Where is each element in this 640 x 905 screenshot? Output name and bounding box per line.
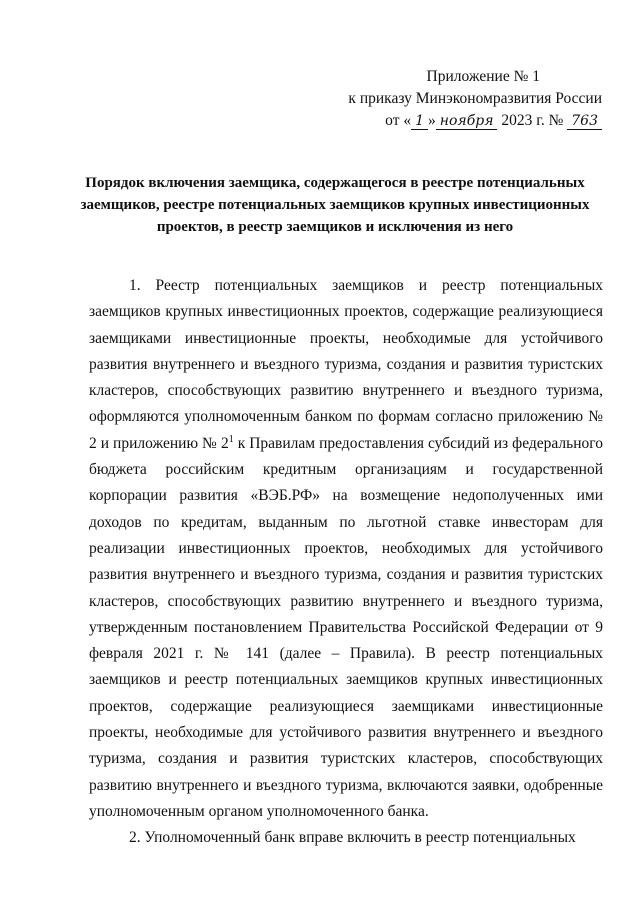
footnote-mark: 1: [228, 433, 234, 445]
handwritten-order-number: 763: [567, 113, 602, 130]
paragraph-1-text-b: к Правилам предоставления субсидий из федерального бюджета российским кредитным организациям и государственной корпорации развития «ВЭБ.РФ» на возмещение недополученных ими доходов по кредитам, выданным по льготной ставке инвесторам для реализации инвестиционных проектов, необходимых для устойчивого развития внутреннего и въездного туризма, создания и развития туристских кластеров, способствующих развитию внутреннего и въездного туризма, утвержденным постановлением Правительства Российской Федерации от 9 февраля 2021 г. № 141 (далее – Правила). В реестр потенциальных заемщиков и реестр потенциальных заемщиков крупных инвестиционных проектов, содержащие реализующиеся заемщиками инвестиционные проекты, необходимые для устойчивого развития внутреннего и въездного туризма, создания и развития туристских кластеров, способствующих развитию внутреннего и въездного туризма, включаются заявки, одобренные уполномоченным органом уполномоченного банка.: [89, 434, 603, 820]
date-quote: »: [428, 112, 436, 129]
date-prefix: от «: [385, 112, 412, 129]
order-date-line: [302, 110, 602, 132]
handwritten-day: 1: [411, 113, 428, 130]
paragraph-1-text-a: 1. Реестр потенциальных заемщиков и реестр потенциальных заемщиков крупных инвестиционных проектов, содержащие реализующиеся заемщиками инвестиционные проекты, необходимые для устойчивого развития внутреннего и въездного туризма, создания и развития туристских кластеров, способствующих развитию внутреннего и въездного туризма, оформляются уполномоченным банком по формам согласно приложению № 2 и приложению № 2: [89, 277, 603, 452]
order-year: 2023 г. №: [501, 112, 564, 129]
paragraph-1: [89, 273, 603, 825]
handwritten-month: ноября: [436, 113, 498, 130]
document-body: [89, 273, 603, 852]
appendix-title: Приложение № 1: [426, 68, 540, 85]
order-reference: к приказу Минэкономразвития России: [348, 90, 602, 107]
appendix-block: [302, 66, 602, 132]
paragraph-2: 2. Уполномоченный банк вправе включить в реестр потенциальных: [129, 829, 576, 847]
document-title: Порядок включения заемщика, содержащегося в реестре потенциальных заемщиков, реестре потенциальных заемщиков крупных инвестиционных проектов, в реестр заемщиков и исключения из него: [80, 175, 590, 235]
